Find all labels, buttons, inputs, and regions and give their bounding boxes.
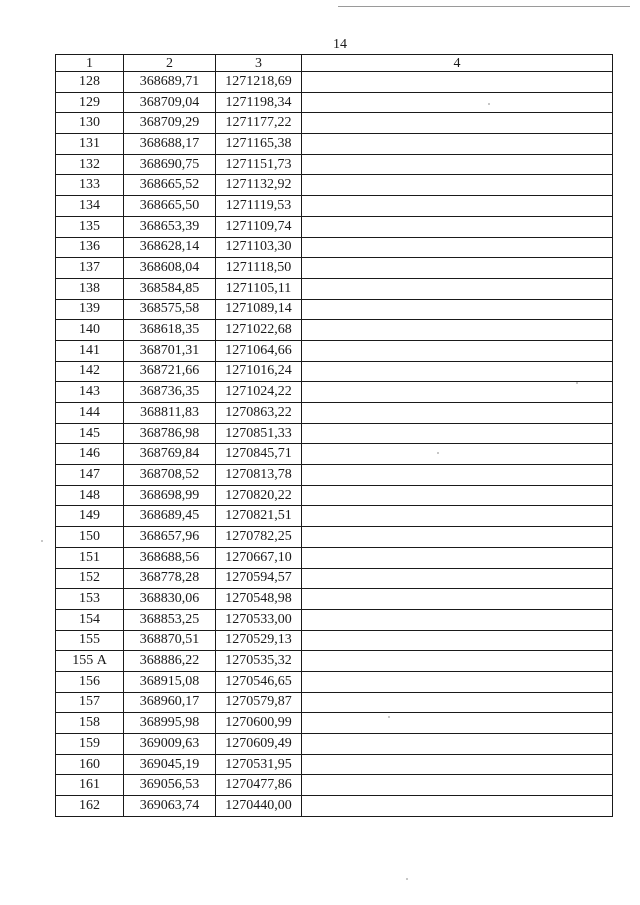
column-4-cell xyxy=(302,734,613,755)
scan-speck xyxy=(576,382,578,384)
table-row xyxy=(56,796,613,817)
table-row xyxy=(56,775,613,796)
point-number-cell: 140 xyxy=(56,320,124,341)
column-4-cell xyxy=(302,216,613,237)
column-4-cell xyxy=(302,403,613,424)
x-coordinate-cell: 368886,22 xyxy=(124,651,216,672)
y-coordinate-cell: 1270579,87 xyxy=(216,692,302,713)
table-row xyxy=(56,196,613,217)
column-4-cell xyxy=(302,568,613,589)
y-coordinate-cell: 1270529,13 xyxy=(216,630,302,651)
x-coordinate-cell: 368689,45 xyxy=(124,506,216,527)
table-row xyxy=(56,444,613,465)
y-coordinate-cell: 1271218,69 xyxy=(216,72,302,93)
x-coordinate-cell: 368665,52 xyxy=(124,175,216,196)
column-4-cell xyxy=(302,92,613,113)
scan-speck xyxy=(488,103,490,105)
column-4-cell xyxy=(302,651,613,672)
table-row xyxy=(56,423,613,444)
point-number-cell: 129 xyxy=(56,92,124,113)
scan-speck xyxy=(41,540,43,542)
table-row xyxy=(56,527,613,548)
point-number-cell: 133 xyxy=(56,175,124,196)
column-4-cell xyxy=(302,506,613,527)
column-4-cell xyxy=(302,444,613,465)
y-coordinate-cell: 1270845,71 xyxy=(216,444,302,465)
point-number-cell: 146 xyxy=(56,444,124,465)
x-coordinate-cell: 368665,50 xyxy=(124,196,216,217)
column-header-1: 1 xyxy=(56,55,124,72)
point-number-cell: 147 xyxy=(56,465,124,486)
column-header-4: 4 xyxy=(302,55,613,72)
point-number-cell: 139 xyxy=(56,299,124,320)
x-coordinate-cell: 368690,75 xyxy=(124,154,216,175)
x-coordinate-cell: 368786,98 xyxy=(124,423,216,444)
table-row xyxy=(56,671,613,692)
column-4-cell xyxy=(302,485,613,506)
x-coordinate-cell: 368830,06 xyxy=(124,589,216,610)
x-coordinate-cell: 368575,58 xyxy=(124,299,216,320)
x-coordinate-cell: 369009,63 xyxy=(124,734,216,755)
y-coordinate-cell: 1270477,86 xyxy=(216,775,302,796)
point-number-cell: 143 xyxy=(56,382,124,403)
column-4-cell xyxy=(302,340,613,361)
y-coordinate-cell: 1271198,34 xyxy=(216,92,302,113)
table-row xyxy=(56,465,613,486)
x-coordinate-cell: 368618,35 xyxy=(124,320,216,341)
table-row xyxy=(56,92,613,113)
y-coordinate-cell: 1271016,24 xyxy=(216,361,302,382)
table-row xyxy=(56,692,613,713)
point-number-cell: 152 xyxy=(56,568,124,589)
y-coordinate-cell: 1270546,65 xyxy=(216,671,302,692)
column-4-cell xyxy=(302,609,613,630)
point-number-cell: 137 xyxy=(56,258,124,279)
y-coordinate-cell: 1270548,98 xyxy=(216,589,302,610)
column-4-cell xyxy=(302,113,613,134)
y-coordinate-cell: 1271151,73 xyxy=(216,154,302,175)
x-coordinate-cell: 369045,19 xyxy=(124,754,216,775)
column-4-cell xyxy=(302,671,613,692)
point-number-cell: 155 А xyxy=(56,651,124,672)
x-coordinate-cell: 369056,53 xyxy=(124,775,216,796)
point-number-cell: 157 xyxy=(56,692,124,713)
table-row xyxy=(56,403,613,424)
coordinates-table xyxy=(55,54,613,817)
table-row xyxy=(56,154,613,175)
table-row xyxy=(56,278,613,299)
table-row xyxy=(56,589,613,610)
column-4-cell xyxy=(302,196,613,217)
y-coordinate-cell: 1270851,33 xyxy=(216,423,302,444)
y-coordinate-cell: 1271118,50 xyxy=(216,258,302,279)
x-coordinate-cell: 368811,83 xyxy=(124,403,216,424)
point-number-cell: 132 xyxy=(56,154,124,175)
table-row xyxy=(56,340,613,361)
table-row xyxy=(56,320,613,341)
table-row xyxy=(56,113,613,134)
y-coordinate-cell: 1270594,57 xyxy=(216,568,302,589)
table-row xyxy=(56,258,613,279)
table-row xyxy=(56,175,613,196)
y-coordinate-cell: 1270667,10 xyxy=(216,547,302,568)
column-4-cell xyxy=(302,713,613,734)
table-row xyxy=(56,506,613,527)
table-row xyxy=(56,216,613,237)
table-row xyxy=(56,734,613,755)
column-4-cell xyxy=(302,775,613,796)
x-coordinate-cell: 368709,04 xyxy=(124,92,216,113)
y-coordinate-cell: 1270533,00 xyxy=(216,609,302,630)
y-coordinate-cell: 1271132,92 xyxy=(216,175,302,196)
table-row xyxy=(56,382,613,403)
x-coordinate-cell: 368608,04 xyxy=(124,258,216,279)
y-coordinate-cell: 1270820,22 xyxy=(216,485,302,506)
point-number-cell: 142 xyxy=(56,361,124,382)
y-coordinate-cell: 1270600,99 xyxy=(216,713,302,734)
table-header-row xyxy=(56,55,613,72)
scan-speck xyxy=(406,878,408,880)
x-coordinate-cell: 368698,99 xyxy=(124,485,216,506)
x-coordinate-cell: 368853,25 xyxy=(124,609,216,630)
y-coordinate-cell: 1271105,11 xyxy=(216,278,302,299)
y-coordinate-cell: 1271165,38 xyxy=(216,134,302,155)
table-row xyxy=(56,651,613,672)
point-number-cell: 130 xyxy=(56,113,124,134)
column-4-cell xyxy=(302,754,613,775)
y-coordinate-cell: 1271177,22 xyxy=(216,113,302,134)
point-number-cell: 144 xyxy=(56,403,124,424)
table-row xyxy=(56,361,613,382)
x-coordinate-cell: 368689,71 xyxy=(124,72,216,93)
scan-speck xyxy=(437,452,439,454)
point-number-cell: 153 xyxy=(56,589,124,610)
y-coordinate-cell: 1271103,30 xyxy=(216,237,302,258)
x-coordinate-cell: 368778,28 xyxy=(124,568,216,589)
table-row xyxy=(56,630,613,651)
y-coordinate-cell: 1271022,68 xyxy=(216,320,302,341)
point-number-cell: 138 xyxy=(56,278,124,299)
column-header-2: 2 xyxy=(124,55,216,72)
column-4-cell xyxy=(302,382,613,403)
column-4-cell xyxy=(302,465,613,486)
column-4-cell xyxy=(302,361,613,382)
x-coordinate-cell: 368653,39 xyxy=(124,216,216,237)
table-row xyxy=(56,485,613,506)
point-number-cell: 159 xyxy=(56,734,124,755)
point-number-cell: 151 xyxy=(56,547,124,568)
x-coordinate-cell: 369063,74 xyxy=(124,796,216,817)
column-4-cell xyxy=(302,692,613,713)
x-coordinate-cell: 368701,31 xyxy=(124,340,216,361)
y-coordinate-cell: 1271064,66 xyxy=(216,340,302,361)
column-4-cell xyxy=(302,154,613,175)
point-number-cell: 128 xyxy=(56,72,124,93)
x-coordinate-cell: 368960,17 xyxy=(124,692,216,713)
point-number-cell: 156 xyxy=(56,671,124,692)
y-coordinate-cell: 1270782,25 xyxy=(216,527,302,548)
point-number-cell: 161 xyxy=(56,775,124,796)
y-coordinate-cell: 1270609,49 xyxy=(216,734,302,755)
y-coordinate-cell: 1271119,53 xyxy=(216,196,302,217)
point-number-cell: 134 xyxy=(56,196,124,217)
page-number: 14 xyxy=(333,37,347,52)
y-coordinate-cell: 1270531,95 xyxy=(216,754,302,775)
table-row xyxy=(56,134,613,155)
column-4-cell xyxy=(302,630,613,651)
column-4-cell xyxy=(302,134,613,155)
y-coordinate-cell: 1271089,14 xyxy=(216,299,302,320)
x-coordinate-cell: 368915,08 xyxy=(124,671,216,692)
y-coordinate-cell: 1270863,22 xyxy=(216,403,302,424)
point-number-cell: 148 xyxy=(56,485,124,506)
table-row xyxy=(56,237,613,258)
x-coordinate-cell: 368657,96 xyxy=(124,527,216,548)
column-header-3: 3 xyxy=(216,55,302,72)
y-coordinate-cell: 1270440,00 xyxy=(216,796,302,817)
point-number-cell: 136 xyxy=(56,237,124,258)
x-coordinate-cell: 368584,85 xyxy=(124,278,216,299)
point-number-cell: 131 xyxy=(56,134,124,155)
column-4-cell xyxy=(302,299,613,320)
column-4-cell xyxy=(302,258,613,279)
column-4-cell xyxy=(302,547,613,568)
x-coordinate-cell: 368721,66 xyxy=(124,361,216,382)
table-row xyxy=(56,713,613,734)
x-coordinate-cell: 368628,14 xyxy=(124,237,216,258)
x-coordinate-cell: 368769,84 xyxy=(124,444,216,465)
top-edge-rule xyxy=(338,6,630,7)
column-4-cell xyxy=(302,237,613,258)
coordinates-table-body xyxy=(56,55,613,817)
point-number-cell: 162 xyxy=(56,796,124,817)
x-coordinate-cell: 368688,17 xyxy=(124,134,216,155)
y-coordinate-cell: 1270813,78 xyxy=(216,465,302,486)
y-coordinate-cell: 1271109,74 xyxy=(216,216,302,237)
table-row xyxy=(56,547,613,568)
column-4-cell xyxy=(302,72,613,93)
column-4-cell xyxy=(302,589,613,610)
scan-speck xyxy=(388,716,390,718)
table-row xyxy=(56,568,613,589)
column-4-cell xyxy=(302,175,613,196)
x-coordinate-cell: 368708,52 xyxy=(124,465,216,486)
table-row xyxy=(56,299,613,320)
y-coordinate-cell: 1270821,51 xyxy=(216,506,302,527)
x-coordinate-cell: 368870,51 xyxy=(124,630,216,651)
column-4-cell xyxy=(302,796,613,817)
column-4-cell xyxy=(302,278,613,299)
table-row xyxy=(56,754,613,775)
point-number-cell: 160 xyxy=(56,754,124,775)
x-coordinate-cell: 368995,98 xyxy=(124,713,216,734)
y-coordinate-cell: 1271024,22 xyxy=(216,382,302,403)
table-row xyxy=(56,72,613,93)
point-number-cell: 154 xyxy=(56,609,124,630)
point-number-cell: 145 xyxy=(56,423,124,444)
point-number-cell: 135 xyxy=(56,216,124,237)
column-4-cell xyxy=(302,320,613,341)
x-coordinate-cell: 368736,35 xyxy=(124,382,216,403)
table-row xyxy=(56,609,613,630)
column-4-cell xyxy=(302,423,613,444)
point-number-cell: 150 xyxy=(56,527,124,548)
x-coordinate-cell: 368709,29 xyxy=(124,113,216,134)
point-number-cell: 155 xyxy=(56,630,124,651)
point-number-cell: 141 xyxy=(56,340,124,361)
column-4-cell xyxy=(302,527,613,548)
point-number-cell: 158 xyxy=(56,713,124,734)
point-number-cell: 149 xyxy=(56,506,124,527)
y-coordinate-cell: 1270535,32 xyxy=(216,651,302,672)
x-coordinate-cell: 368688,56 xyxy=(124,547,216,568)
